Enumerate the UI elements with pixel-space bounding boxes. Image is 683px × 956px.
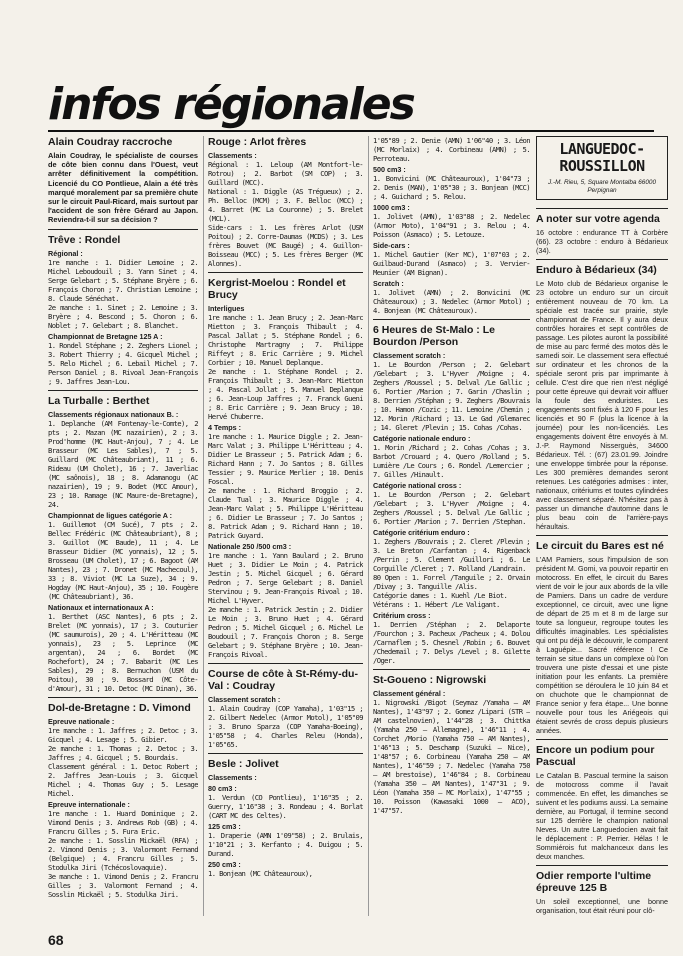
article-subheading: 4 Temps : [208, 423, 242, 432]
column-divider [203, 136, 204, 916]
article-heading: Course de côte à St-Rémy-du-Val : Coudray [208, 663, 363, 692]
article-subheading: Classement scratch : [373, 351, 446, 360]
results-text: 1re manche : 1. Didier Lemoine ; 2. Michel Leboudouil ; 3. Yann Sinet ; 4. Serge Gelebart ; 5. Stéphane Bryère ; 6. François Choron ; 7. Christian Lemoine ; 8. Claude Sénéchat. [48, 257, 198, 303]
article-subheading: 500 cm3 : [373, 165, 406, 174]
results-text: 1. Derrien /Stéphan ; 2. Delaporte /Fourchon ; 3. Pacheux /Pacheux ; 4. Dolou /Carnaflem ; 5. Chesnel /Robin ; 6. Bouvet /Chedemail ; 7. Delys /Level ; 8. Gilette /Oger. [373, 620, 530, 665]
results-text: Classement général : 1. Detoc Robert ; 2. Jaffres Jean-Louis ; 3. Gicquel Michel ; 4. Thomas Guy ; 5. Lesage Michel. [48, 761, 198, 798]
article-body: Le Moto club de Bédarieux organise le 23 octobre un enduro sur un circuit entièrement nouveau de 70 km. La spéciale est tracée sur prairie, style championnat de France. Il y aura deux contrôles horaires et sept contrôles de passage. Les pilotes auront la possibilité de mise au parc fermé des motos dès le samedi soir. Le classement sera effectué sur ordinateur et les chronos de la spéciale seront pris par imprimante à cellule. C'est dire que rien n'est négligé pour cette épreuve qui devrait voir affluer la foule des enduristes. Les engagements sont fixés à 120 F pour les licenciés et 90 F (plus la licence à la journée) pour les non-licenciés. Les engagements doivent être envoyés à M. J.-P. Raymond Nisserguès, 34600 Bédarieux. Tél. : (67) 23.01.99. Joindre une enveloppe timbrée pour la réponse. Les 300 premières demandes seront retenues. Les catégories admises : inter, nationaux, critériums et toutes cylindrées avec classement séparé. N'hésitez pas à passer un dimanche d'automne dans le plus beau coin de l'arrière-pays héraultais. [536, 279, 668, 531]
results-text: 1. Draperie (AMN 1'09"58) ; 2. Brulais, 1'10"21 ; 3. Kerfanto ; 4. Duigou ; 5. Durand. [208, 831, 363, 858]
results-text: 2e manche : 1. Sosslin Mickaël (RFA) ; 2. Vimond Denis ; 3. Valormont Fernand (Belgique) ; 4. Francru Gilles ; 5. Stodulka Jiri (Tchécoslovaquie). [48, 835, 198, 872]
column-2 [208, 136, 363, 926]
results-text: 2e manche : 1. Patrick Jestin ; 2. Didier Le Moin ; 3. Bruno Huet ; 4. Gérard Pedron ; 5. Michel Gicquel ; 6. Michel Le Boudouil ; 7. François Choron ; 8. Serge Gelebart ; 9. Stéphane Bryère ; 10. Jean-François Rivoal. [208, 605, 363, 659]
article-heading: Le circuit du Bares est né [536, 535, 668, 552]
article-heading: A noter sur votre agenda [536, 208, 668, 225]
results-text: Catégorie dames : 1. Kuehl /Le Biot. [373, 591, 508, 600]
results-text: 3e manche : 1. Vimond Denis ; 2. Francru Gilles ; 3. Valormont Fernand ; 4. Sosslin Mickaël ; 5. Stodulka Jiri. [48, 871, 198, 899]
article-heading: 6 Heures de St-Malo : Le Bourdon /Person [373, 319, 530, 348]
article-subheading: Classement général : [373, 689, 446, 698]
article-heading: La Turballe : Berthet [48, 390, 198, 407]
article-heading: Dol-de-Bretagne : D. Vimond [48, 697, 198, 714]
results-text: 1re manche : 1. Huard Dominique ; 2. Vimond Denis ; 3. Andrews Rob (GB) ; 4. Francru Gilles ; 5. Fura Eric. [48, 808, 198, 836]
article-subheading: 1000 cm3 : [373, 203, 410, 212]
article-subheading: 80 cm3 : [208, 784, 237, 793]
article-subheading: Classements régionaux nationaux B. : [48, 409, 179, 419]
column-3 [373, 136, 530, 926]
article-subheading: Side-cars : [373, 241, 410, 250]
results-text: 1. Berthet (ASC Nantes), 6 pts ; 2. Brelet (MC yonnais), 17 ; 3. Couturier (MC saumurois), 20 ; 4. L'Héritteau (MC yonnais), 23 ; 5. Leprince (MC argentan), 24 ; 6. Bordet (MC Rochefort), 24 ; 7. Babarit (MC Les Sables), 29 ; 8. Bernuchon (USM du Poitou), 30 ; 9. Bossard (MC Côte-d'Amour), 31 ; 10. Detoc (MC Dinan), 36. [48, 611, 198, 693]
results-text: 2e manche : 1. Richard Broggio ; 2. Claude Tual ; 3. Maurice Diggle ; 4. Jean-Marc Valat ; 5. Philippe L'Héritteau ; 6. Didier Le Brasseur ; 7. Jo Santos ; 8. Patrick Adam ; 9. Richard Hann ; 10. Patrick Guyard. [208, 486, 363, 540]
results-text: 1. Verdun (CO Pontlieu), 1'16"35 ; 2. Guerry, 1'16"38 ; 3. Rondeau ; 4. Borlat (CART MC des Celtes). [208, 793, 363, 820]
region-stamp [536, 136, 668, 200]
results-text: 1. Zeghers /Bouvrais ; 2. Cleret /Plevin ; 3. Le Breton /Carfantan ; 4. Rigenback /Perrin ; 5. Clement /Guillori ; 6. Le Corguille /Cleret ; 7. Rolland /Landrain. [373, 537, 530, 573]
article-heading: Trêve : Rondel [48, 229, 198, 246]
article-subheading: 125 cm3 : [208, 822, 241, 831]
article-body: L'AM Pamiers, sous l'impulsion de son président M. Gomi, va pouvoir repartir en motocross. En effet, le circuit du Bares vient de voir le jour aux abords de la ville de Pamiers. Dans un cadre de verdure exceptionnel, ce circuit, avec une ligne de départ de 25 m et 8 m de large sur toute sa longueur, regroupe toutes les difficultés imaginables. Les spécialistes qui ont pu déjà le découvrir, le comparent à Laguépie... Sacré référence ! Ce terrain se situe dans un complexe où l'on trouvera une piste d'essai et une piste initiation pour les enfants. La première compétition se déroulera le 10 juin 84 et on chuchote que le championnat de France senior y fera étape... Une bonne nouvelle pour tous les Ariégeois qui étaient sevrés de cross depuis plusieurs années. [536, 555, 668, 735]
results-text: Side-cars : 1. Les frères Arlot (USM Poitou) ; 2. Corre-Daumas (MCDS) ; 3. Les frères Bouvet (MC Baugé) ; 4. Guillon-Boisseau (MCC) ; 5. Les frères Berger (MC Alonnes). [208, 223, 363, 268]
column-1 [48, 136, 198, 926]
results-text: 1. Le Bourdon /Person ; 2. Gelebart /Gelebart ; 3. L'Hyver /Moigne ; 4. Zeghers /Roussel ; 5. Delval /Le Gallic ; 6. Portier /Marion ; 7. Garin /Chaslin ; 8. Derrien /Stéphan ; 9. Zeghers /Bouvrais ; 10. Hamon /Cozic ; 11. Lemoine /Chemin ; 12. Morin /Richard ; 13. Le Gad /Glemarec ; 14. Gleret /Plevin ; 15. Cohas /Cohas. [373, 360, 530, 432]
results-text: 1re manche : 1. Jaffres ; 2. Detoc ; 3. Gicquel ; 4. Lesage ; 5. Gibier. [48, 725, 198, 744]
article-subheading: Classement scratch : [208, 695, 281, 704]
article-subheading: Interligues [208, 304, 245, 313]
article-subheading: Epreuve internationale : [48, 799, 130, 809]
results-text: 1. Deplanche (AM Fontenay-le-Comte), 2 pts ; 2. Mazan (MC nazairien), 2 ; 3. Prod'homme (MC Haut-Anjou), 7 ; 4. Le Brasseur (MC Les Sables), 7 ; 5. Guillard (MC Châteaubriant), 11 ; 6. Rideau (UM Cholet), 16 ; 7. Javerliac (MC saônois), 18 ; 8. Adamanogu (AC nazairien), 19 ; 9. Bodet (MCC Amour), 23 ; 10. Ramage (NC Maure-de-Bretagne), 24. [48, 418, 198, 509]
results-text: 2e manche : 1. Sinet ; 2. Lemoine ; 3. Bryère ; 4. Bescond ; 5. Choron ; 6. Noblet ; 7. Gelebart ; 8. Blanchet. [48, 302, 198, 330]
results-text: 1. Nigrowski /Bigot (Seymaz /Yamaha — AM Nantes), 1'43"97 ; 2. Gomez /Lipari (STR — AM castelnovien), 1'44"28 ; 3. Chittka (Yamaha 250 — Allemagne), 1'46"11 ; 4. Corchet /Morio (Yamaha 750 — AM Nantes), 1'46"13 ; 5. Deschamp (Suzuki — Nice), 1'48"57 ; 6. Corbineau (Yamaha 250 — AM Nantes), 1'46"59 ; 7. Nedelec (Yamaha 750 — AM brestoise), 1'46"84 ; 8. Corbineau (Yamaha 350 — AM Nantes), 1'47"31 ; 9. Léon (Yamaha 350 — MC Morlaix), 1'47"55 ; 10. Poisson (Kawasaki 1000 — ACO), 1'47"57. [373, 698, 530, 815]
article-heading: St-Goueno : Nigrowski [373, 669, 530, 686]
article-subheading: Critérium cross : [373, 611, 431, 620]
results-text: 1. Bonvicini (MC Châteauroux), 1'04"73 ; 2. Denis (MAN), 1'05"30 ; 3. Bonjean (MCC) ; 4. Guichard ; 5. Relou. [373, 174, 530, 201]
article-subheading: Classements : [208, 151, 257, 160]
results-text: 1re manche : 1. Yann Baulard ; 2. Bruno Huet ; 3. Didier Le Moin ; 4. Patrick Jestin ; 5. Michel Gicquel ; 6. Gérard Pedron ; 7. Serge Gelebart ; 8. Daniel Stervinou ; 9. Jean-François Rivoal ; 10. Michel L'Hyver. [208, 551, 363, 605]
results-text: 1. Jolivet (AMN), 1'03"88 ; 2. Nedelec (Armor Moto), 1'04"91 ; 3. Relou ; 4. Poisson (Asmaco) ; 5. Letouze. [373, 212, 530, 239]
column-4 [536, 136, 668, 926]
page-number: 68 [48, 932, 64, 948]
article-heading: Kergrist-Moelou : Rondel et Brucy [208, 272, 363, 301]
article-subheading: Classements : [208, 773, 257, 782]
article-heading: Rouge : Arlot frères [208, 136, 307, 148]
region-name: LANGUEDOC-ROUSSILLON [559, 140, 645, 175]
article-subheading: Championnat de Bretagne 125 A : [48, 331, 163, 341]
article-subheading: Catégorie critérium enduro : [373, 528, 470, 537]
results-text: Vétérans : 1. Hébert /Le Valigant. [373, 600, 500, 609]
section-title: infos régionales [48, 79, 414, 130]
results-text: 1. Bonjean (MC Châteauroux), [208, 869, 313, 878]
article-subheading: Nationaux et internationaux A : [48, 602, 154, 612]
article-heading: Besle : Jolivet [208, 753, 363, 770]
results-text: 2e manche : 1. Thomas ; 2. Detoc ; 3. Jaffres ; 4. Gicquel ; 5. Bourdais. [48, 743, 198, 762]
results-text: 80 Open : 1. Forrel /Tanguile ; 2. Orvain /Divay ; 3. Tanguille /Alis. [373, 573, 530, 591]
article-subheading: 250 cm3 : [208, 860, 241, 869]
results-text: 1. Guillemot (CM Sucé), 7 pts ; 2. Bellec Frédéric (MC Châteaubriant), 8 ; 3. Guillot (MC Baude), 11 ; 4. Le Brasseur Didier (MC yonnais), 12 ; 5. Brosseau (UM Cholet), 17 ; 6. Bagoot (AM Nantes), 23 ; 7. Dronet (MC Machecoul), 33 ; 8. Viviot (MC La Suze), 34 ; 9. Hogday (MC Haut-Anjou), 35 ; 10. Fougère (MC Châteaubriant), 36. [48, 519, 198, 601]
section-banner [48, 80, 654, 132]
column-divider [368, 136, 369, 916]
article-body: Alain Coudray, le spécialiste de courses de côte bien connu dans l'Ouest, veut arrêter définitivement la compétition. Licencié du CO Pontlieue, Alain a été très marqué moralement par sa première chute sur le circuit Paul-Ricard, mais surtout par l'accident de son frère Gérard au Japon. Reviendra-t-il sur sa décision ? [48, 151, 198, 225]
article-heading: Encore un podium pour Pascual [536, 739, 668, 768]
article-subheading: Scratch : [373, 279, 404, 288]
article-subheading: Nationale 250 /500 cm3 : [208, 542, 292, 551]
results-text: 1. Morin /Richard ; 2. Cohas /Cohas ; 3. Barbot /Crouard ; 4. Quero /Rolland ; 5. Lumière /Le Cours ; 6. Rondel /Lemercier ; 7. Gilles /Hinault. [373, 443, 530, 479]
results-text: 1. Alain Coudray (COP Yamaha), 1'03"15 ; 2. Gilbert Nedelec (Armor Motol), 1'05"09 ; 3. Bruno Sparza (COP Yamaha-Boeing), 1'05"58 ; 4. Charles Releu (Honda), 1'05"65. [208, 704, 363, 749]
results-text: National : 1. Diggle (AS Trégueux) ; 2. Ph. Belloc (MCM) ; 3. F. Belloc (MCC) ; 4. Barret (MC La Couronne) ; 5. Brelet (MCL). [208, 187, 363, 223]
article-subheading: Epreuve nationale : [48, 716, 115, 726]
article-heading: Odier remporte l'ultime épreuve 125 B [536, 865, 668, 894]
article-subheading: Régional : [48, 248, 83, 258]
article-subheading: Championnat de ligues catégorie A : [48, 510, 173, 520]
results-text: Régional : 1. Leloup (AM Montfort-le-Rotrou) ; 2. Barbot (SM COP) ; 3. Guillard (MCC). [208, 160, 363, 187]
results-text: 1. Rondel Stéphane ; 2. Zeghers Lionel ; 3. Robert Thierry ; 4. Gicquel Michel ; 5. Relo Michel ; 6. Lebail Michel ; 7. Person Daniel ; 8. Rivoal Jean-François ; 9. Jaffres Jean-Lou. [48, 340, 198, 386]
article-body: Un soleil exceptionnel, une bonne organisation, tout était réuni pour clô- [536, 897, 668, 915]
results-text: 1re manche : 1. Maurice Diggle ; 2. Jean-Marc Valat ; 3. Philippe L'Héritteau ; 4. Didier Le Brasseur ; 5. Patrick Adam ; 6. Richard Hann ; 7. Jo Santos ; 8. Gilles Tessier ; 9. Maurice Merlier ; 10. Denis Foscal. [208, 432, 363, 486]
results-text: 1. Michel Gautier (Ker MC), 1'07"03 ; 2. Guilbaud-Durand (Asmaco) ; 3. Vervier-Meunier (AM Bignan). [373, 250, 530, 277]
results-text: 2e manche : 1. Stéphane Rondel ; 2. François Thibault ; 3. Jean-Marc Mietton ; 4. Pascal Jollat ; 5. Manuel Deplanque ; 6. Jean-Loup Jaffres ; 7. Franck Gueni ; 8. Eric Carrière ; 9. Jean Brucy ; 10. Hervé Chuberre. [208, 367, 363, 421]
article-subheading: Catégorie national cross : [373, 481, 462, 490]
article-heading: Enduro à Bédarieux (34) [536, 259, 668, 276]
results-text: 1. Jolivet (AMN) ; 2. Bonvicini (MC Châteauroux) ; 3. Nedelec (Armor Motol) ; 4. Bonjean (MC Châteauroux). [373, 288, 530, 315]
article-heading: Alain Coudray raccroche [48, 136, 173, 148]
article-body: Le Catalan B. Pascual termine la saison de motocross comme il l'avait commencée. En effet, les dimanches se suivent et les podiums aussi. La semaine dernière, au Portugal, il termine second sur 125 derrière le champion national Neves. Un autre Languedocien avait fait le déplacement : P. Perrier. Hélas ! le Sommiérois fut malchanceux dans les deux manches. [536, 771, 668, 861]
results-text: 1. Le Bourdon /Person ; 2. Gelebart /Gelebart ; 3. L'Hyver /Moigne ; 4. Zeghers /Roussel ; 5. Delval /Le Gallic ; 6. Portier /Marion ; 7. Derrien /Stephan. [373, 490, 530, 526]
correspondent-address: J.-M. Rieu, 5, Square Montalba 66000 Perpignan [548, 179, 656, 194]
article-subheading: Catégorie nationale enduro : [373, 434, 471, 443]
article-body: 16 octobre : endurance TT à Corbère (66). 23 octobre : enduro à Bédarieux (34). [536, 228, 668, 255]
results-text: 1'05"89 ; 2. Denie (AMN) 1'06"40 ; 3. Léon (MC Morlaix) ; 4. Corbineau (AMN) ; 5. Perroteau. [373, 136, 530, 163]
results-text: 1re manche : 1. Jean Brucy ; 2. Jean-Marc Mietton ; 3. François Thibault ; 4. Pascal Jallat ; 5. Stéphane Rondel ; 6. Christophe Martragny ; 7. Philippe Riffeyt ; 8. Eric Carrière ; 9. Michel Corbier ; 10. Manuel Deplanque. [208, 313, 363, 367]
